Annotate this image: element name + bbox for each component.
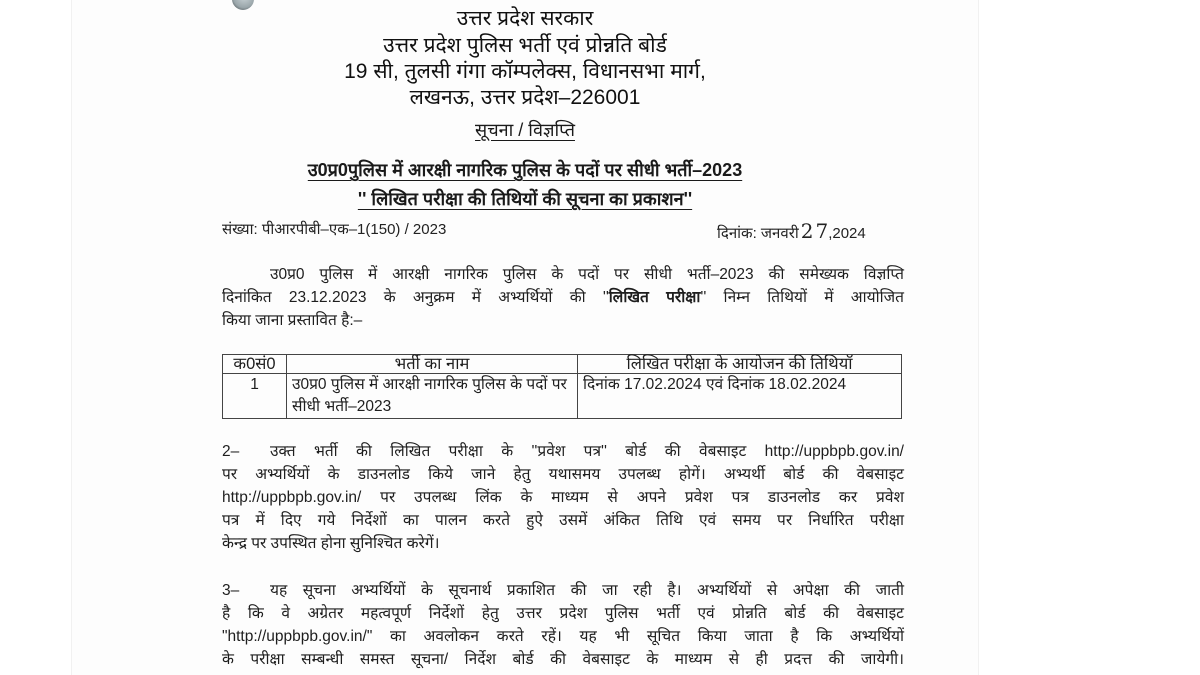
header-government: उत्तर प्रदेश सरकार: [456, 7, 594, 30]
emphasis-written-exam: लिखित परीक्षा: [608, 289, 701, 306]
cell-serial: 1: [223, 374, 287, 419]
paragraph-2-line: http://uppbpb.gov.in/ पर उपलब्ध लिंक के माध्यम से अपने प्रवेश पत्र डाउनलोड कर प्रवेश: [222, 489, 904, 506]
paragraph-2-number: 2–: [222, 443, 240, 460]
paragraph-2-line: पर अभ्यर्थियों के डाउनलोड किये जाने हेतु यथासमय उपलब्ध होगें। अभ्यर्थी बोर्ड की वेबसाइट: [222, 466, 904, 483]
reference-date: [717, 219, 866, 243]
header-address-line1: 19 सी, तुलसी गंगा कॉम्पलेक्स, विधानसभा मार्ग,: [344, 60, 706, 83]
cell-recruitment-name: उ0प्र0 पुलिस में आरक्षी नागरिक पुलिस के पदों पर सीधी भर्ती–2023: [287, 374, 578, 419]
reference-date-suffix: ,2024: [828, 225, 866, 242]
paragraph-2-line: 2– उक्त भर्ती की लिखित परीक्षा के ''प्रवेश पत्र'' बोर्ड की वेबसाइट http://uppbpb.gov.in/: [222, 440, 904, 463]
notice-label: [72, 118, 978, 142]
paragraph-3-line: "http://uppbpb.gov.in/" का अवलोकन करते रहें। यह भी सूचित किया जाता है कि अभ्यर्थियों: [222, 628, 904, 645]
paragraph-3: [222, 579, 904, 671]
handwritten-day: 27: [800, 219, 831, 243]
reference-date-prefix: दिनांक: जनवरी: [717, 225, 799, 242]
reference-number: संख्या: पीआरपीबी–एक–1(150) / 2023: [222, 221, 447, 238]
header-board-name: उत्तर प्रदेश पुलिस भर्ती एवं प्रोन्नति बोर्ड: [383, 34, 667, 57]
paragraph-1-line: दिनांकित 23.12.2023 के अनुक्रम में अभ्यर्थियों की ''लिखित परीक्षा'' निम्न तिथियों में आयोजित: [222, 289, 904, 306]
document-subtitle-text: '' लिखित परीक्षा की तिथियों की सूचना का प्रकाशन'': [357, 189, 693, 209]
notice-label-text: सूचना / विज्ञप्ति: [475, 120, 575, 140]
document-title-text: उ0प्र0पुलिस में आरक्षी नागरिक पुलिस के पदों पर सीधी भर्ती–2023: [307, 160, 743, 180]
paragraph-1: [222, 263, 904, 332]
paragraph-1-line: उ0प्र0 पुलिस में आरक्षी नागरिक पुलिस के पदों पर सीधी भर्ती–2023 की समेख्यक विज्ञप्ति: [270, 266, 904, 283]
column-header-recruitment: भर्ती का नाम: [287, 355, 578, 374]
document-title: [72, 158, 978, 182]
table-row: [223, 374, 902, 419]
header-address-line2: लखनऊ, उत्तर प्रदेश–226001: [409, 86, 641, 109]
cell-exam-dates: दिनांक 17.02.2024 एवं दिनांक 18.02.2024: [578, 374, 902, 419]
paragraph-1-line: किया जाना प्रस्तावित है:–: [222, 312, 363, 329]
paragraph-2-line: पत्र में दिए गये निर्देशों का पालन करते हुऐ उसमें अंकित तिथि एवं समय पर निर्धारित परीक्षा: [222, 512, 904, 529]
column-header-exam-dates: लिखित परीक्षा के आयोजन की तिथियॉ: [578, 355, 902, 374]
paragraph-3-number: 3–: [222, 582, 240, 599]
paragraph-3-line: है कि वे अग्रेतर महत्वपूर्ण निर्देशों हेतु उत्तर प्रदेश पुलिस भर्ती एवं प्रोन्नति बोर्ड की वेबसाइट: [222, 605, 904, 622]
exam-schedule-table: [222, 354, 902, 419]
table-header-row: [223, 355, 902, 374]
paragraph-2-line: केन्द्र पर उपस्थित होना सुनिश्चित करेगें।: [222, 535, 440, 552]
paragraph-3-line: 3– यह सूचना अभ्यर्थियों के सूचनार्थ प्रकाशित की जा रही है। अभ्यर्थियों से अपेक्षा की जाती: [222, 579, 904, 602]
column-header-serial: क0सं0: [223, 355, 287, 374]
document-subtitle: [72, 187, 978, 211]
paragraph-2: [222, 440, 904, 555]
paragraph-3-line: के परीक्षा सम्बन्धी समस्त सूचना/ निर्देश बोर्ड की वेबसाइट के माध्यम से ही प्रदत्त की जायेगी।: [222, 651, 904, 668]
